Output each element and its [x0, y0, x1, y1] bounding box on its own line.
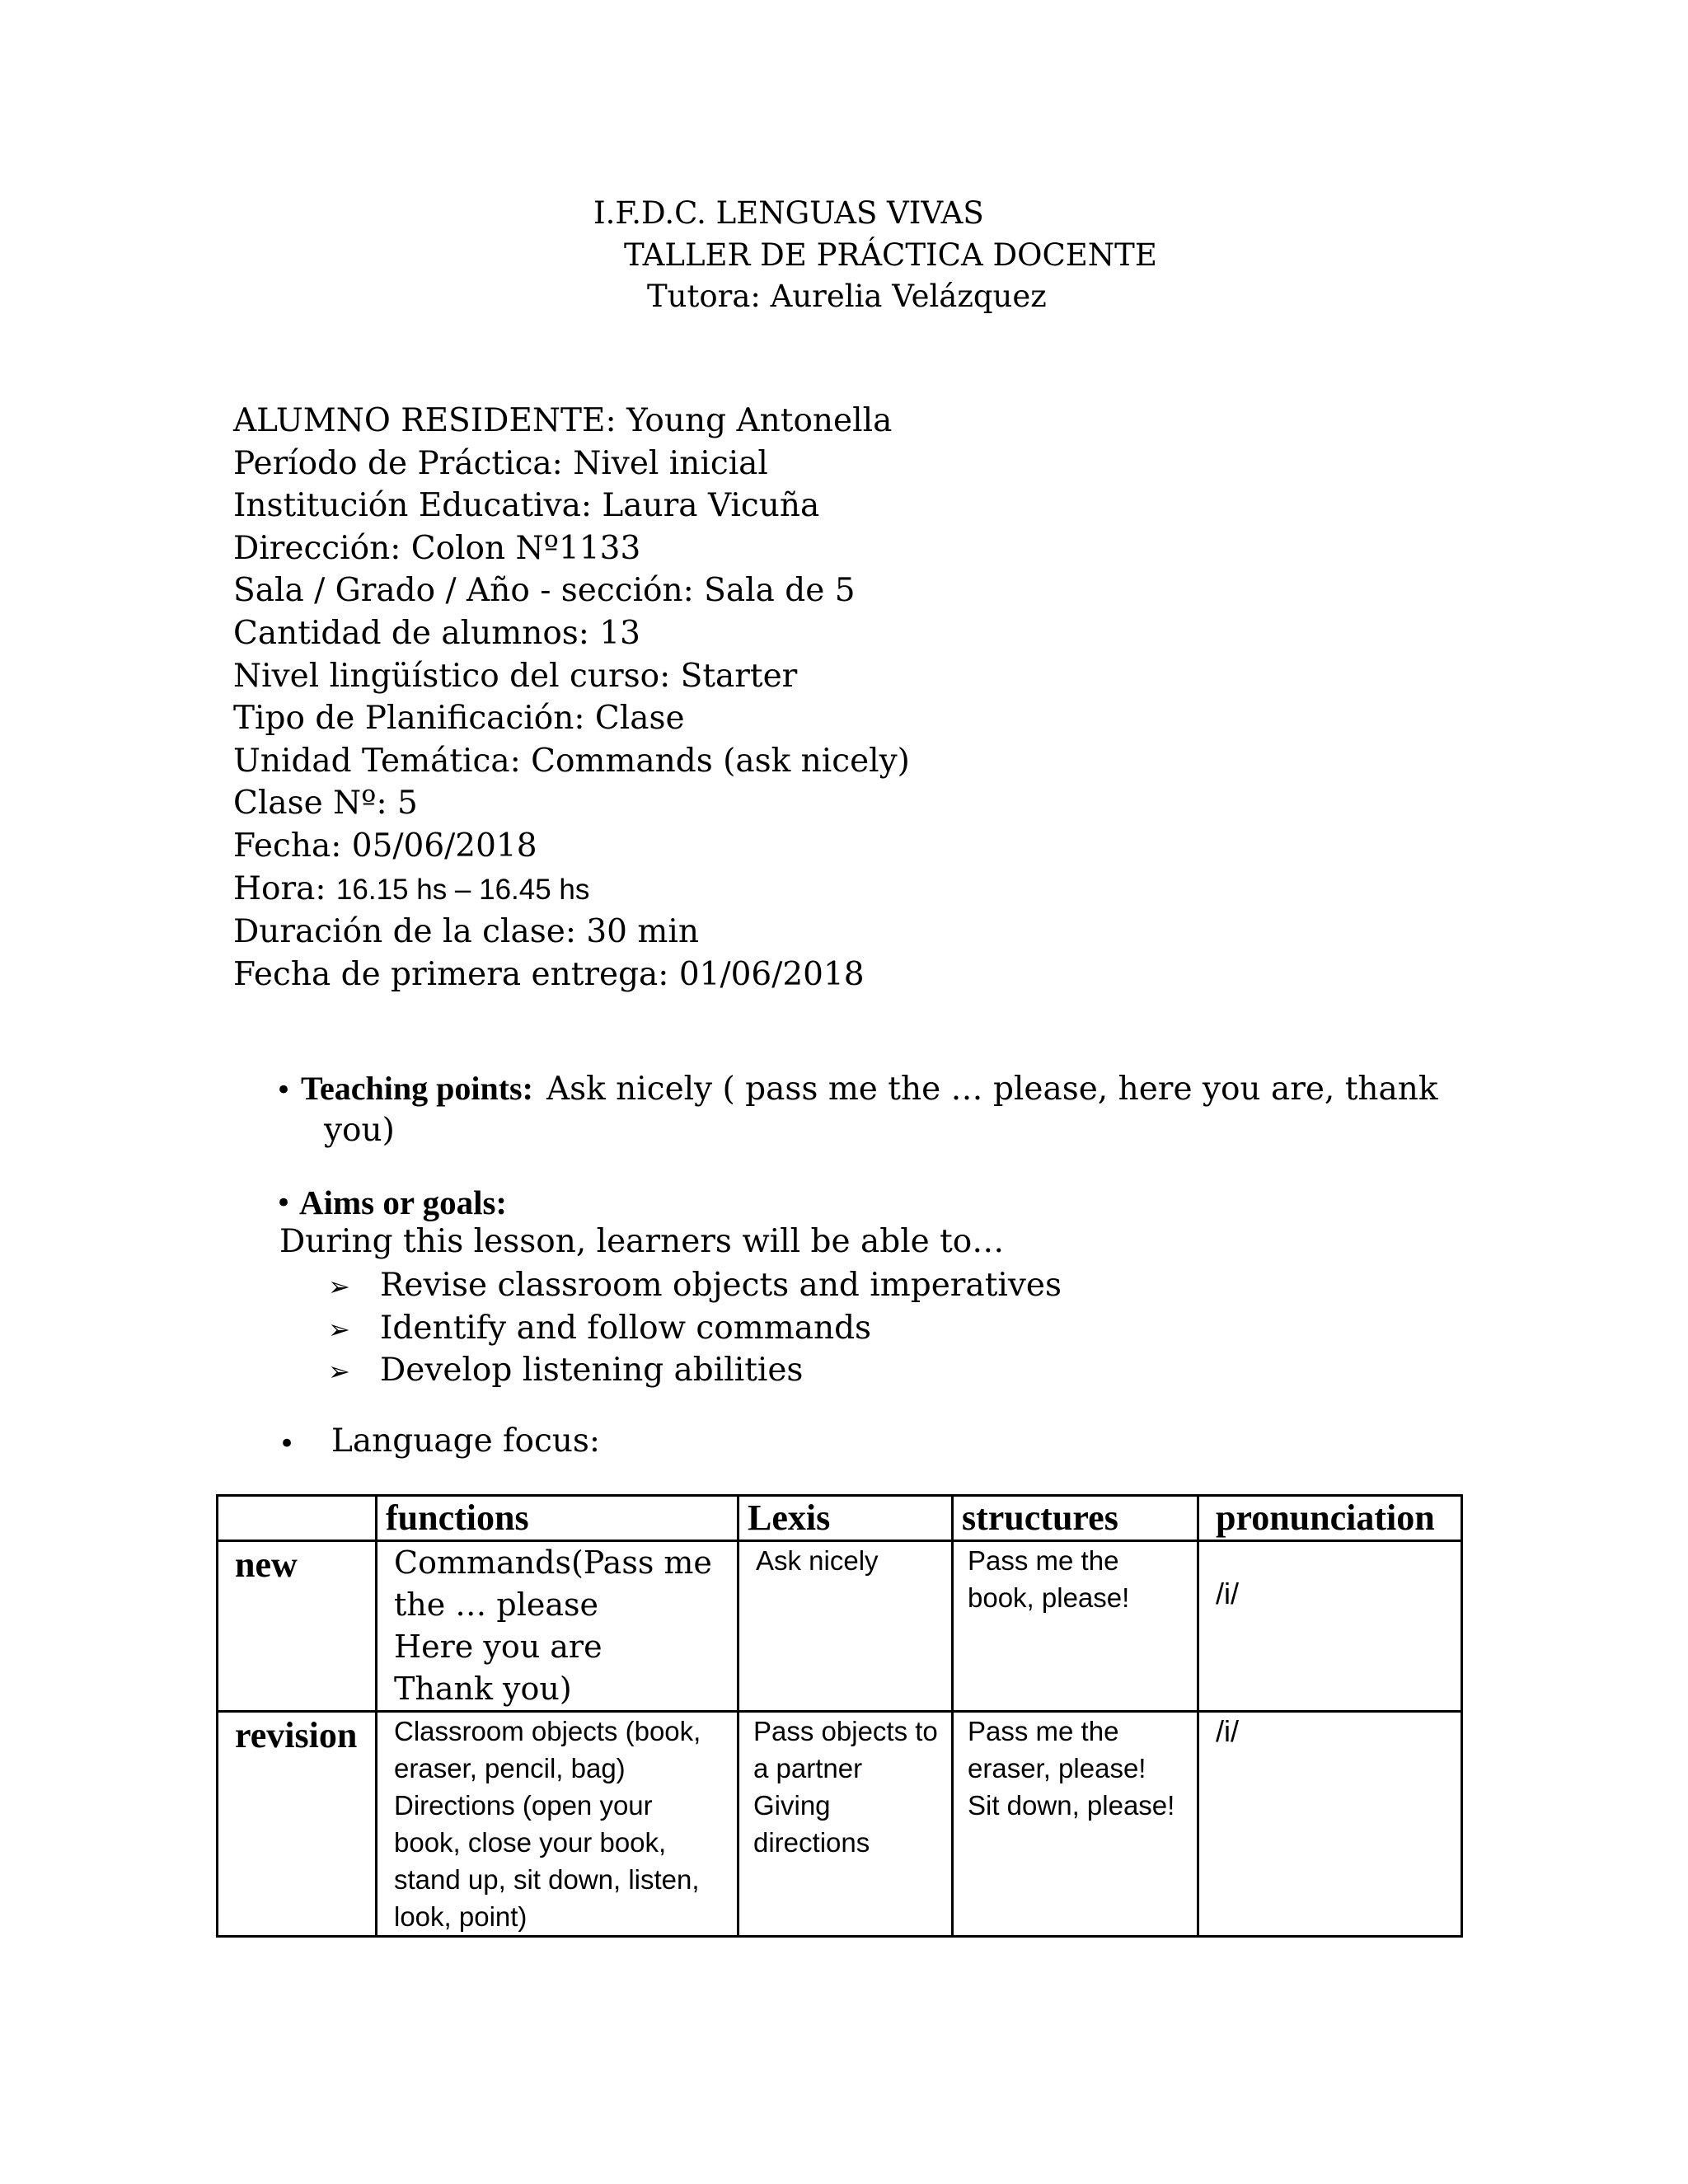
bullet-icon: • — [279, 1427, 296, 1460]
table-header-structures: structures — [953, 1496, 1198, 1541]
aims-item: ➢ Develop listening abilities — [328, 1350, 1062, 1393]
language-focus-label: Language focus: — [331, 1422, 601, 1460]
info-class-section: Sala / Grado / Año - sección: Sala de 5 — [233, 572, 856, 610]
time-label: Hora: — [233, 869, 336, 907]
info-period: Período de Práctica: Nivel inicial — [233, 444, 768, 482]
aims-item: ➢ Revise classroom objects and imperatives — [328, 1265, 1062, 1308]
table-header-row — [218, 1496, 1462, 1541]
info-student-count: Cantidad de alumnos: 13 — [233, 614, 640, 652]
cell-structures: Pass me the eraser, please! Sit down, please! — [953, 1712, 1198, 1937]
aims-list — [328, 1265, 1062, 1393]
row-head-new: new — [218, 1541, 377, 1712]
cell-lexis: Pass objects to a partner Giving directions — [738, 1712, 953, 1937]
arrow-bullet-icon: ➢ — [328, 1356, 350, 1387]
workshop-title: TALLER DE PRÁCTICA DOCENTE — [624, 237, 1157, 273]
arrow-bullet-icon: ➢ — [328, 1271, 350, 1302]
info-duration: Duración de la clase: 30 min — [233, 913, 699, 951]
info-first-delivery: Fecha de primera entrega: 01/06/2018 — [233, 955, 865, 993]
row-head-revision: revision — [218, 1712, 377, 1937]
teaching-points-text-cont: you) — [324, 1112, 395, 1149]
arrow-bullet-icon: ➢ — [328, 1313, 350, 1345]
aims-item: ➢ Identify and follow commands — [328, 1308, 1062, 1351]
info-date: Fecha: 05/06/2018 — [233, 827, 537, 865]
language-focus-table — [216, 1494, 1463, 1938]
table-header-lexis: Lexis — [738, 1496, 953, 1541]
cell-pronunciation: /i/ — [1198, 1541, 1462, 1712]
info-unit: Unidad Temática: Commands (ask nicely) — [233, 742, 910, 780]
table-header-cell — [218, 1496, 377, 1541]
table-header-functions: functions — [377, 1496, 738, 1541]
table-row — [218, 1541, 1462, 1712]
cell-lexis: Ask nicely — [738, 1541, 953, 1712]
cell-functions: Classroom objects (book, eraser, pencil, bag) Directions (open your book, close your book, stand up, sit down, listen, look, point) — [377, 1712, 738, 1937]
aims-intro: During this lesson, learners will be able to… — [279, 1223, 1005, 1260]
student-info — [233, 400, 910, 996]
cell-functions: Commands(Pass me the … please Here you are Thank you) — [377, 1541, 738, 1712]
info-address: Dirección: Colon Nº1133 — [233, 529, 641, 567]
bullet-icon: • — [275, 1187, 293, 1220]
teaching-points — [301, 1069, 1438, 1108]
cell-structures: Pass me the book, please! — [953, 1541, 1198, 1712]
teaching-points-text: Ask nicely ( pass me the … please, here you are, thank — [546, 1071, 1438, 1108]
table-row — [218, 1712, 1462, 1937]
table-header-pronunciation: pronunciation — [1198, 1496, 1462, 1541]
info-institution: Institución Educativa: Laura Vicuña — [233, 487, 820, 525]
info-time — [233, 868, 910, 912]
info-student: ALUMNO RESIDENTE: Young Antonella — [233, 402, 893, 439]
info-class-number: Clase Nº: 5 — [233, 785, 418, 823]
teaching-points-label: Teaching points: — [301, 1070, 533, 1107]
info-plan-type: Tipo de Planificación: Clase — [233, 700, 685, 738]
bullet-icon: • — [275, 1074, 293, 1107]
institution-title: I.F.D.C. LENGUAS VIVAS — [593, 195, 984, 231]
tutor-line: Tutora: Aurelia Velázquez — [647, 279, 1047, 314]
aims-label: Aims or goals: — [299, 1183, 508, 1221]
time-value: 16.15 hs – 16.45 hs — [335, 873, 590, 906]
cell-pronunciation: /i/ — [1198, 1712, 1462, 1937]
info-level: Nivel lingüístico del curso: Starter — [233, 657, 798, 695]
